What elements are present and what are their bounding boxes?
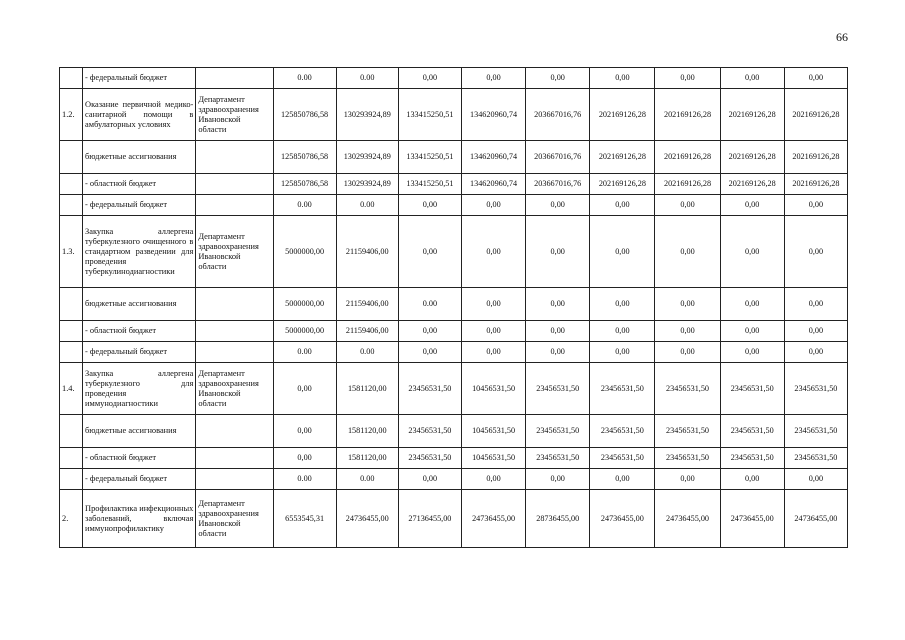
- value-cell: 27136455,00: [398, 490, 461, 548]
- value-cell: 23456531,50: [398, 448, 461, 469]
- executor-cell: [196, 174, 273, 195]
- value-cell: 6553545,31: [273, 490, 336, 548]
- value-cell: 202169126,28: [590, 174, 655, 195]
- value-cell: 23456531,50: [720, 363, 784, 415]
- value-cell: 21159406,00: [336, 216, 398, 288]
- table-row: [60, 415, 848, 448]
- row-number-cell: [60, 321, 83, 342]
- value-cell: 0.00: [273, 68, 336, 89]
- value-cell: 23456531,50: [720, 415, 784, 448]
- value-cell: 10456531,50: [461, 363, 525, 415]
- value-cell: 202169126,28: [720, 174, 784, 195]
- row-name-cell: - областной бюджет: [83, 174, 196, 195]
- value-cell: 130293924,89: [336, 89, 398, 141]
- row-number-cell: [60, 195, 83, 216]
- value-cell: 0,00: [655, 216, 720, 288]
- row-number-cell: 2.: [60, 490, 83, 548]
- row-number-cell: [60, 469, 83, 490]
- value-cell: 133415250,51: [398, 89, 461, 141]
- row-name-cell: - областной бюджет: [83, 448, 196, 469]
- value-cell: 0,00: [398, 342, 461, 363]
- value-cell: 23456531,50: [590, 363, 655, 415]
- value-cell: 134620960,74: [461, 141, 525, 174]
- executor-cell: [196, 288, 273, 321]
- value-cell: 21159406,00: [336, 288, 398, 321]
- executor-cell: [196, 141, 273, 174]
- value-cell: 0,00: [590, 321, 655, 342]
- row-name-cell: - федеральный бюджет: [83, 195, 196, 216]
- value-cell: 21159406,00: [336, 321, 398, 342]
- value-cell: 0,00: [720, 195, 784, 216]
- value-cell: 0.00: [398, 288, 461, 321]
- value-cell: 0,00: [526, 469, 590, 490]
- value-cell: 23456531,50: [398, 363, 461, 415]
- value-cell: 0,00: [590, 469, 655, 490]
- row-number-cell: [60, 448, 83, 469]
- table-row: [60, 68, 848, 89]
- executor-cell: [196, 68, 273, 89]
- executor-cell: Департамент здравоохранения Ивановской области: [196, 363, 273, 415]
- row-name-cell: - федеральный бюджет: [83, 469, 196, 490]
- table-row: [60, 288, 848, 321]
- value-cell: 125850786,58: [273, 141, 336, 174]
- value-cell: 202169126,28: [784, 141, 847, 174]
- value-cell: 0,00: [784, 216, 847, 288]
- value-cell: 5000000,00: [273, 288, 336, 321]
- value-cell: 23456531,50: [590, 415, 655, 448]
- value-cell: 23456531,50: [655, 363, 720, 415]
- value-cell: 202169126,28: [784, 89, 847, 141]
- executor-cell: Департамент здравоохранения Ивановской области: [196, 490, 273, 548]
- executor-cell: [196, 415, 273, 448]
- value-cell: 202169126,28: [590, 89, 655, 141]
- value-cell: 202169126,28: [784, 174, 847, 195]
- value-cell: 24736455,00: [336, 490, 398, 548]
- value-cell: 0,00: [655, 469, 720, 490]
- value-cell: 0,00: [655, 321, 720, 342]
- value-cell: 202169126,28: [655, 89, 720, 141]
- value-cell: 0,00: [720, 342, 784, 363]
- executor-cell: [196, 342, 273, 363]
- page-number: 66: [836, 30, 848, 44]
- row-name-cell: Оказание первичной медико-санитарной помощи в амбулаторных условиях: [83, 89, 196, 141]
- budget-table: [59, 67, 848, 548]
- value-cell: 1581120,00: [336, 415, 398, 448]
- value-cell: 0,00: [398, 321, 461, 342]
- row-name-cell: - областной бюджет: [83, 321, 196, 342]
- value-cell: 0,00: [526, 68, 590, 89]
- value-cell: 24736455,00: [655, 490, 720, 548]
- value-cell: 0,00: [461, 195, 525, 216]
- value-cell: 23456531,50: [655, 415, 720, 448]
- value-cell: 0,00: [526, 321, 590, 342]
- value-cell: 203667016,76: [526, 141, 590, 174]
- value-cell: 202169126,28: [655, 141, 720, 174]
- row-number-cell: [60, 288, 83, 321]
- value-cell: 0,00: [398, 195, 461, 216]
- table-row: [60, 342, 848, 363]
- value-cell: 0,00: [526, 342, 590, 363]
- row-number-cell: [60, 342, 83, 363]
- value-cell: 0,00: [273, 448, 336, 469]
- value-cell: 130293924,89: [336, 174, 398, 195]
- table-row: [60, 216, 848, 288]
- row-name-cell: бюджетные ассигнования: [83, 415, 196, 448]
- value-cell: 202169126,28: [720, 89, 784, 141]
- value-cell: 0,00: [461, 321, 525, 342]
- value-cell: 0,00: [461, 68, 525, 89]
- value-cell: 23456531,50: [655, 448, 720, 469]
- executor-cell: [196, 448, 273, 469]
- row-name-cell: Профилактика инфекционных заболеваний, включая иммунопрофилактику: [83, 490, 196, 548]
- table-row: [60, 195, 848, 216]
- value-cell: 0,00: [720, 288, 784, 321]
- value-cell: 10456531,50: [461, 415, 525, 448]
- table-row: [60, 363, 848, 415]
- value-cell: 0,00: [784, 342, 847, 363]
- value-cell: 24736455,00: [784, 490, 847, 548]
- value-cell: 202169126,28: [655, 174, 720, 195]
- value-cell: 23456531,50: [784, 415, 847, 448]
- value-cell: 134620960,74: [461, 174, 525, 195]
- value-cell: 24736455,00: [461, 490, 525, 548]
- row-number-cell: [60, 141, 83, 174]
- value-cell: 0,00: [784, 68, 847, 89]
- value-cell: 23456531,50: [720, 448, 784, 469]
- value-cell: 0.00: [273, 469, 336, 490]
- row-name-cell: бюджетные ассигнования: [83, 288, 196, 321]
- value-cell: 0,00: [784, 288, 847, 321]
- value-cell: 1581120,00: [336, 448, 398, 469]
- value-cell: 0.00: [273, 342, 336, 363]
- executor-cell: Департамент здравоохранения Ивановской области: [196, 89, 273, 141]
- value-cell: 202169126,28: [590, 141, 655, 174]
- value-cell: 10456531,50: [461, 448, 525, 469]
- value-cell: 130293924,89: [336, 141, 398, 174]
- row-name-cell: - федеральный бюджет: [83, 68, 196, 89]
- table-row: [60, 174, 848, 195]
- value-cell: 0,00: [720, 469, 784, 490]
- row-name-cell: - федеральный бюджет: [83, 342, 196, 363]
- value-cell: 0,00: [590, 216, 655, 288]
- value-cell: 134620960,74: [461, 89, 525, 141]
- table-row: [60, 141, 848, 174]
- value-cell: 0,00: [461, 469, 525, 490]
- value-cell: 0,00: [784, 469, 847, 490]
- executor-cell: [196, 469, 273, 490]
- value-cell: 125850786,58: [273, 89, 336, 141]
- value-cell: 5000000,00: [273, 321, 336, 342]
- value-cell: 23456531,50: [590, 448, 655, 469]
- value-cell: 0.00: [336, 342, 398, 363]
- value-cell: 0,00: [590, 195, 655, 216]
- budget-table-body: [60, 68, 848, 548]
- table-row: [60, 89, 848, 141]
- value-cell: 28736455,00: [526, 490, 590, 548]
- value-cell: 23456531,50: [398, 415, 461, 448]
- value-cell: 0.00: [273, 195, 336, 216]
- value-cell: 0,00: [398, 469, 461, 490]
- value-cell: 0,00: [784, 321, 847, 342]
- row-number-cell: 1.4.: [60, 363, 83, 415]
- value-cell: 0,00: [655, 342, 720, 363]
- value-cell: 0,00: [273, 415, 336, 448]
- table-row: [60, 448, 848, 469]
- value-cell: 23456531,50: [526, 448, 590, 469]
- row-number-cell: [60, 68, 83, 89]
- row-name-cell: Закупка аллергена туберкулезного очищенного в стандартном разведении для проведения туберкулинодиагностики: [83, 216, 196, 288]
- value-cell: 0,00: [461, 342, 525, 363]
- value-cell: 0.00: [336, 469, 398, 490]
- value-cell: 0,00: [461, 216, 525, 288]
- table-row: [60, 321, 848, 342]
- value-cell: 0,00: [720, 216, 784, 288]
- value-cell: 23456531,50: [526, 415, 590, 448]
- executor-cell: [196, 321, 273, 342]
- row-name-cell: Закупка аллергена туберкулезного для проведения иммунодиагностики: [83, 363, 196, 415]
- value-cell: 0,00: [526, 216, 590, 288]
- value-cell: 23456531,50: [526, 363, 590, 415]
- table-row: [60, 490, 848, 548]
- value-cell: 0,00: [655, 288, 720, 321]
- value-cell: 23456531,50: [784, 448, 847, 469]
- executor-cell: Департамент здравоохранения Ивановской области: [196, 216, 273, 288]
- value-cell: 125850786,58: [273, 174, 336, 195]
- value-cell: 0,00: [590, 68, 655, 89]
- value-cell: 0,00: [655, 68, 720, 89]
- value-cell: 0,00: [398, 216, 461, 288]
- value-cell: 133415250,51: [398, 174, 461, 195]
- value-cell: 202169126,28: [720, 141, 784, 174]
- value-cell: 0,00: [526, 195, 590, 216]
- value-cell: 0,00: [720, 68, 784, 89]
- row-number-cell: [60, 174, 83, 195]
- value-cell: 203667016,76: [526, 89, 590, 141]
- value-cell: 133415250,51: [398, 141, 461, 174]
- value-cell: 0,00: [655, 195, 720, 216]
- value-cell: 0,00: [398, 68, 461, 89]
- value-cell: 0.00: [336, 68, 398, 89]
- value-cell: 1581120,00: [336, 363, 398, 415]
- row-number-cell: 1.3.: [60, 216, 83, 288]
- value-cell: 24736455,00: [720, 490, 784, 548]
- value-cell: 0,00: [273, 363, 336, 415]
- value-cell: 0,00: [526, 288, 590, 321]
- value-cell: 0,00: [784, 195, 847, 216]
- value-cell: 0,00: [590, 342, 655, 363]
- table-row: [60, 469, 848, 490]
- row-number-cell: 1.2.: [60, 89, 83, 141]
- value-cell: 203667016,76: [526, 174, 590, 195]
- row-name-cell: бюджетные ассигнования: [83, 141, 196, 174]
- value-cell: 0.00: [336, 195, 398, 216]
- executor-cell: [196, 195, 273, 216]
- row-number-cell: [60, 415, 83, 448]
- value-cell: 23456531,50: [784, 363, 847, 415]
- value-cell: 0,00: [720, 321, 784, 342]
- value-cell: 0,00: [461, 288, 525, 321]
- value-cell: 0,00: [590, 288, 655, 321]
- value-cell: 5000000,00: [273, 216, 336, 288]
- value-cell: 24736455,00: [590, 490, 655, 548]
